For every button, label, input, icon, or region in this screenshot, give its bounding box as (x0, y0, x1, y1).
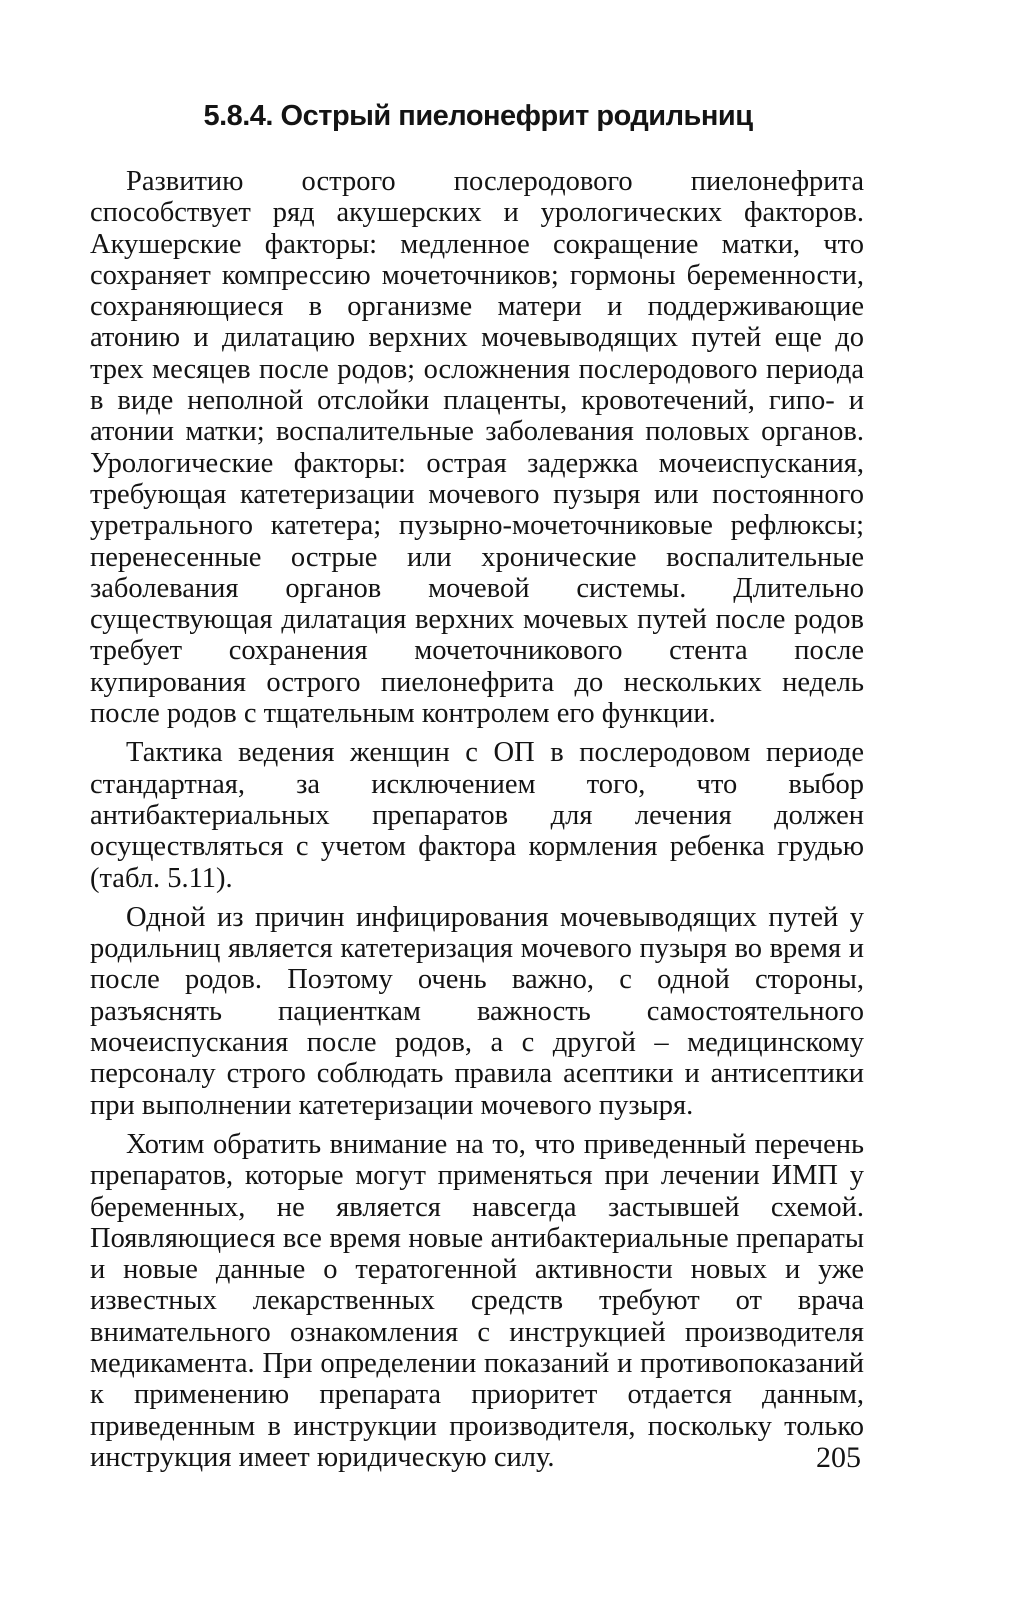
section-heading: 5.8.4. Острый пиелонефрит родильниц (203, 100, 753, 132)
paragraph-risk-factors: Развитию острого послеродового пиелонефрита способствует ряд акушерских и урологических факторов. Акушерские факторы: медленное сокращение матки, что сохраняет компрессию мочеточников; гормоны беременности, сохраняющиеся в организме матери и поддерживающие атонию и дилатацию верхних мочевыводящих путей еще до трех месяцев после родов; осложнения послеродового периода в виде неполной отслойки плаценты, кровотечений, гипо- и атонии матки; воспалительные заболевания половых органов. Урологические факторы: острая задержка мочеиспускания, требующая катетеризации мочевого пузыря или постоянного уретрального катетера; пузырно-мочеточниковые рефлюксы; перенесенные острые или хронические воспалительные заболевания органов мочевой системы. Длительно существующая дилатация верхних мочевых путей после родов требует сохранения мочеточникового стента после купирования острого пиелонефрита до нескольких недель после родов с тщательным контролем его функции. (90, 166, 864, 730)
paragraph-management-tactics: Тактика ведения женщин с ОП в послеродовом периоде стандартная, за исключением того, что выбор антибактериальных препаратов для лечения должен осуществляться с учетом фактора кормления ребенка грудью (табл. 5.11). (90, 737, 864, 894)
page-number: 205 (816, 1441, 861, 1474)
paragraph-drug-list-note: Хотим обратить внимание на то, что приведенный перечень препаратов, которые могут применяться при лечении ИМП у беременных, не является навсегда застывшей схемой. Появляющиеся все время новые антибактериальные препараты и новые данные о тератогенной активности новых и уже известных лекарственных средств требуют от врача внимательного ознакомления с инструкцией производителя медикамента. При определении показаний и противопоказаний к применению препарата приоритет отдается данным, приведенным в инструкции производителя, поскольку только инструкция имеет юридическую силу. (90, 1128, 864, 1473)
paragraph-catheterization: Одной из причин инфицирования мочевыводящих путей у родильниц является катетеризация мочевого пузыря во время и после родов. Поэтому очень важно, с одной стороны, разъяснять пациенткам важность самостоятельного мочеиспускания после родов, а с другой – медицинскому персоналу строго соблюдать правила асептики и антисептики при выполнении катетеризации мочевого пузыря. (90, 901, 864, 1121)
body-text (90, 166, 864, 1481)
